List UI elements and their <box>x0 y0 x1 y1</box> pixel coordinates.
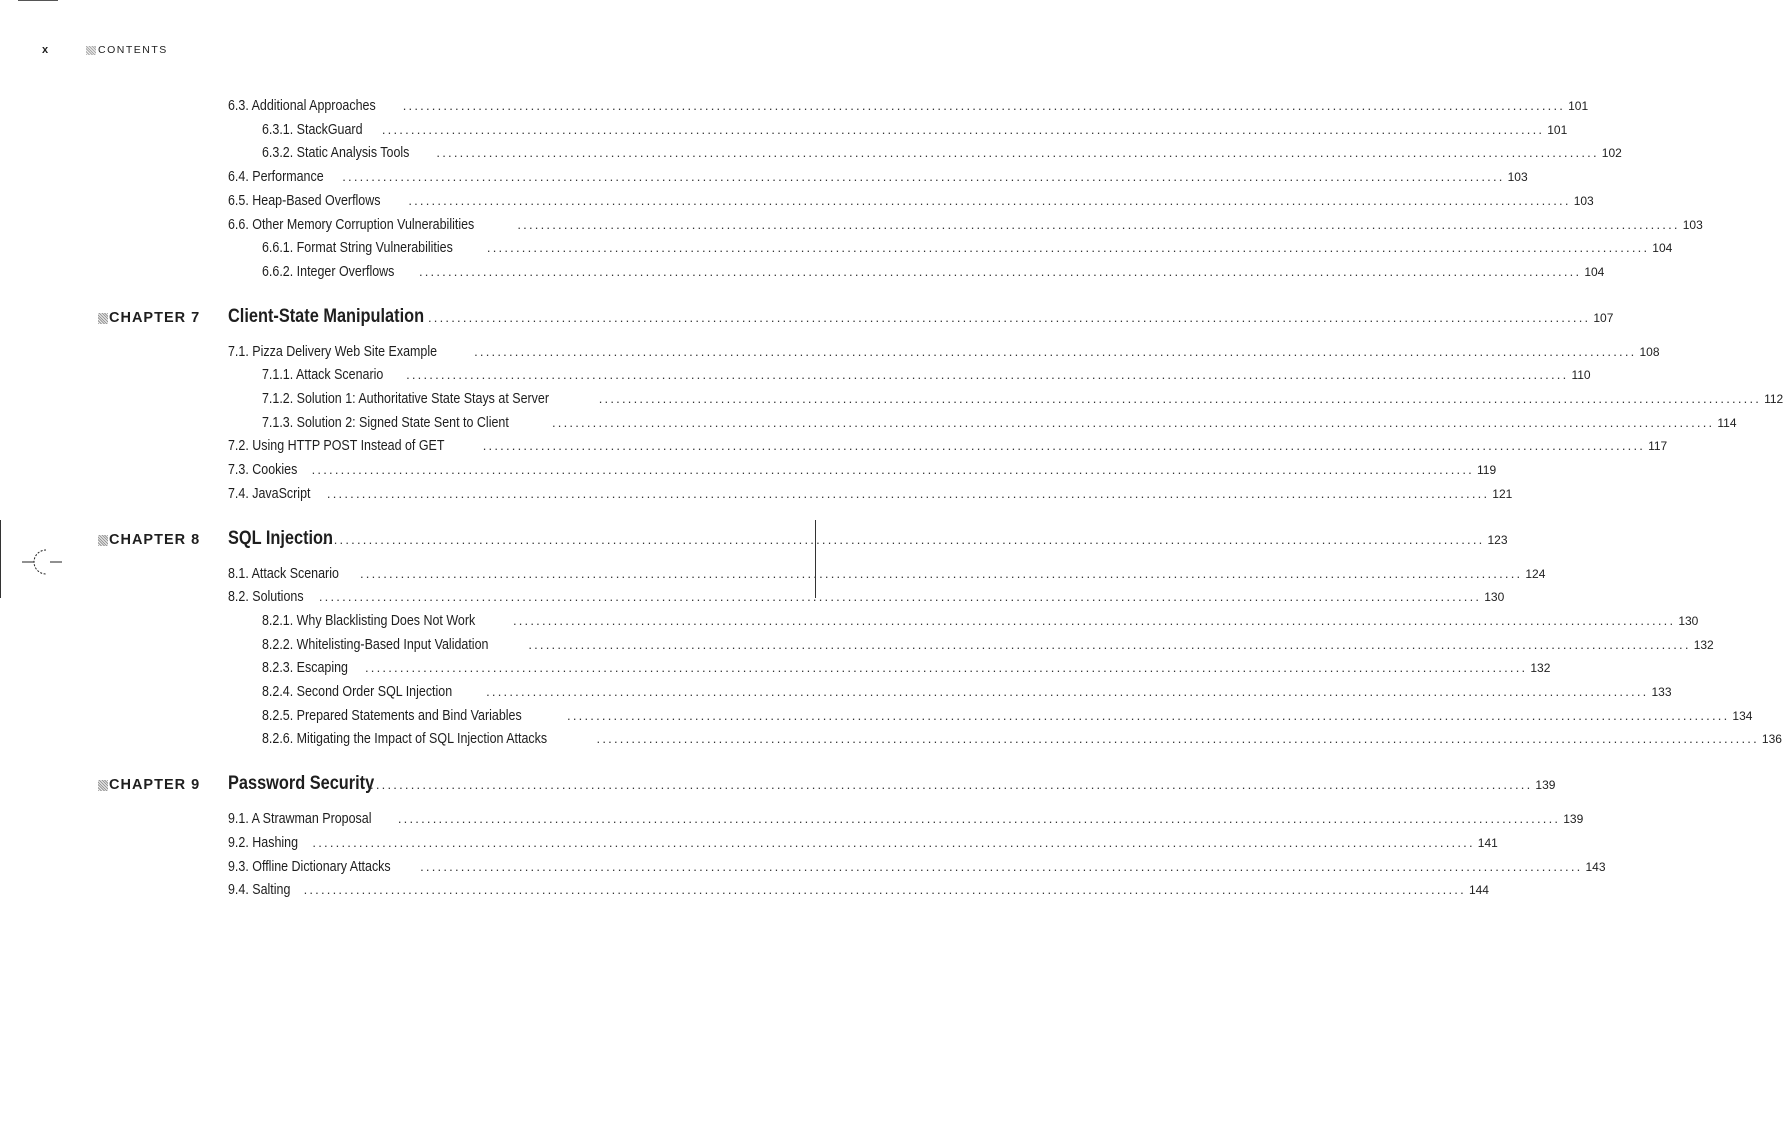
entry-title: 6.4. Performance <box>228 169 324 186</box>
entry-title: 8.2.5. Prepared Statements and Bind Variables <box>262 707 522 724</box>
toc-section-entry[interactable] <box>228 834 1498 855</box>
dot-leader: ........................................................................................................................................................................................................ <box>517 216 1680 232</box>
dot-leader: ........................................................................................................................................................................................................ <box>342 169 1505 185</box>
entry-title: 7.1. Pizza Delivery Web Site Example <box>228 343 438 360</box>
dot-leader: ........................................................................................................................................................................................................ <box>436 145 1599 161</box>
entry-title: 9.4. Salting <box>228 882 291 899</box>
entry-page-number: 101 <box>1547 122 1568 137</box>
entry-page-number: 108 <box>1639 344 1660 359</box>
entry-title: 6.5. Heap-Based Overflows <box>228 192 381 209</box>
entry-page-number: 132 <box>1530 661 1551 676</box>
entry-title: 7.4. JavaScript <box>228 485 311 502</box>
entry-page-number: 102 <box>1601 146 1622 161</box>
dot-leader: ........................................................................................................................................................................................................ <box>397 811 1561 827</box>
toc-section-entry[interactable] <box>228 438 1668 458</box>
entry-title: 6.3.1. StackGuard <box>262 121 363 138</box>
dot-leader: ........................................................................................................................................................................................................ <box>303 882 1466 898</box>
toc-section-entry[interactable] <box>228 169 1528 189</box>
chapter-page-number: 123 <box>1487 532 1508 547</box>
entry-title: 8.2.3. Escaping <box>262 660 348 677</box>
dot-leader: ........................................................................................................................................................................................................ <box>311 462 1474 478</box>
entry-title: 6.6. Other Memory Corruption Vulnerabilities <box>228 216 475 233</box>
dot-leader: ........................................................................................................................................................................................................ <box>359 565 1523 581</box>
dot-leader: ........................................................................................................................................................................................................ <box>381 121 1545 137</box>
dot-leader: ........................................................................................................................................................................................................ <box>474 343 1637 359</box>
entry-page-number: 104 <box>1584 264 1605 279</box>
dot-leader: ........................................................................................................................................................................................................ <box>528 636 1691 652</box>
entry-title: 6.6.2. Integer Overflows <box>262 263 395 280</box>
toc-subsection-entry[interactable] <box>262 145 1622 165</box>
entry-title: 7.3. Cookies <box>228 462 298 479</box>
chapter-line <box>228 305 1614 332</box>
chapter-heading[interactable] <box>98 527 1508 554</box>
entry-title: 8.2.1. Why Blacklisting Does Not Work <box>262 612 476 629</box>
dot-leader: ........................................................................................................................................................................................................ <box>596 731 1759 747</box>
entry-page-number: 101 <box>1568 99 1589 113</box>
entry-title: 6.6.1. Format String Vulnerabilities <box>262 240 453 257</box>
entry-page-number: 112 <box>1764 392 1783 406</box>
chapter-line <box>228 773 1556 799</box>
entry-title: 9.2. Hashing <box>228 834 299 851</box>
chapter-line <box>228 527 1508 554</box>
entry-page-number: 103 <box>1507 170 1528 185</box>
page-number: x <box>42 44 49 56</box>
dot-leader: ........................................................................................................................................................................................................ <box>406 367 1569 383</box>
entry-page-number: 134 <box>1732 708 1753 723</box>
dot-leader: ........................................................................................................................................................................................................ <box>326 485 1490 501</box>
toc-subsection-entry[interactable] <box>262 684 1672 704</box>
toc-subsection-entry[interactable] <box>262 367 1591 387</box>
entry-page-number: 103 <box>1682 217 1703 232</box>
chapter-title: Password Security <box>228 773 375 795</box>
chapter-page-number: 107 <box>1593 310 1614 325</box>
toc-subsection-entry[interactable] <box>262 240 1673 260</box>
toc-section-entry[interactable] <box>228 343 1660 364</box>
entry-page-number: 144 <box>1468 883 1489 898</box>
toc-section-entry[interactable] <box>228 192 1594 213</box>
chapter-heading[interactable] <box>98 305 1614 332</box>
chapter-label: CHAPTER 7 <box>109 309 201 326</box>
entry-title: 8.2.6. Mitigating the Impact of SQL Injection Attacks <box>262 731 548 748</box>
toc-section-entry[interactable] <box>228 882 1489 902</box>
dot-leader: ........................................................................................................................................................................................................ <box>370 777 1533 793</box>
chapter-page-number: 139 <box>1535 778 1556 793</box>
chapter-marker-icon <box>98 535 108 546</box>
entry-page-number: 124 <box>1525 566 1546 581</box>
entry-page-number: 143 <box>1585 859 1606 874</box>
dot-leader: ........................................................................................................................................................................................................ <box>402 98 1566 113</box>
dot-leader: ........................................................................................................................................................................................................ <box>322 531 1485 547</box>
dot-leader: ........................................................................................................................................................................................................ <box>418 263 1582 279</box>
entry-page-number: 110 <box>1571 368 1591 383</box>
entry-title: 9.3. Offline Dictionary Attacks <box>228 858 391 875</box>
toc-section-entry[interactable] <box>228 485 1513 506</box>
chapter-label: CHAPTER 8 <box>109 531 201 548</box>
entry-page-number: 119 <box>1476 463 1497 478</box>
dot-leader: ........................................................................................................................................................................................................ <box>551 414 1715 430</box>
toc-subsection-entry[interactable] <box>262 391 1783 411</box>
toc-section-entry[interactable] <box>228 216 1703 237</box>
entry-title: 7.2. Using HTTP POST Instead of GET <box>228 438 445 455</box>
dot-leader: ........................................................................................................................................................................................................ <box>318 589 1482 605</box>
toc-section-entry[interactable] <box>228 565 1546 586</box>
entry-page-number: 130 <box>1484 590 1505 605</box>
entry-title: 9.1. A Strawman Proposal <box>228 811 372 828</box>
toc-subsection-entry[interactable] <box>262 121 1568 142</box>
dot-leader: ........................................................................................................................................................................................................ <box>486 240 1650 256</box>
toc-subsection-entry[interactable] <box>262 707 1753 728</box>
dot-leader: ........................................................................................................................................................................................................ <box>598 391 1762 406</box>
entry-title: 6.3.2. Static Analysis Tools <box>262 145 410 162</box>
entry-page-number: 139 <box>1563 812 1584 827</box>
toc-subsection-entry[interactable] <box>262 414 1737 435</box>
toc-section-entry[interactable] <box>228 858 1606 879</box>
entry-title: 7.1.1. Attack Scenario <box>262 367 384 384</box>
entry-page-number: 136 <box>1761 732 1782 747</box>
entry-title: 7.1.2. Solution 1: Authoritative State Stays at Server <box>262 391 549 407</box>
entry-page-number: 130 <box>1678 613 1699 628</box>
entry-page-number: 104 <box>1652 241 1673 256</box>
dot-leader: ........................................................................................................................................................................................................ <box>408 192 1571 208</box>
toc-section-entry[interactable] <box>228 462 1497 482</box>
chapter-title: Client-State Manipulation <box>228 305 425 327</box>
entry-page-number: 132 <box>1693 637 1714 652</box>
toc-subsection-entry[interactable] <box>262 660 1551 680</box>
toc-section-entry[interactable] <box>228 589 1505 609</box>
toc-subsection-entry[interactable] <box>262 263 1605 284</box>
chapter-title: SQL Injection <box>228 527 334 549</box>
chapter-marker-icon <box>98 313 108 324</box>
entry-title: 8.2.2. Whitelisting-Based Input Validation <box>262 636 489 653</box>
entry-page-number: 103 <box>1573 193 1594 208</box>
chapter-label: CHAPTER 9 <box>109 777 201 794</box>
entry-page-number: 121 <box>1492 486 1513 501</box>
toc-section-entry[interactable] <box>228 98 1589 118</box>
entry-page-number: 133 <box>1651 685 1672 699</box>
entry-title: 8.1. Attack Scenario <box>228 565 339 582</box>
entry-page-number: 117 <box>1648 439 1668 454</box>
dot-leader: ........................................................................................................................................................................................................ <box>364 660 1528 676</box>
entry-title: 8.2. Solutions <box>228 589 304 606</box>
section-name: CONTENTS <box>98 44 168 56</box>
chapter-heading[interactable] <box>98 773 1556 799</box>
dot-leader: ........................................................................................................................................................................................................ <box>428 309 1591 325</box>
dot-leader: ........................................................................................................................................................................................................ <box>512 612 1676 628</box>
toc-subsection-entry[interactable] <box>262 612 1699 633</box>
toc-section-entry[interactable] <box>228 811 1584 831</box>
entry-title: 7.1.3. Solution 2: Signed State Sent to Client <box>262 414 509 431</box>
dot-leader: ........................................................................................................................................................................................................ <box>486 684 1649 699</box>
chapter-marker-icon <box>98 780 108 791</box>
entry-page-number: 141 <box>1477 835 1498 850</box>
dot-leader: ........................................................................................................................................................................................................ <box>482 438 1646 454</box>
dot-leader: ........................................................................................................................................................................................................ <box>567 707 1730 723</box>
dot-leader: ........................................................................................................................................................................................................ <box>420 858 1583 874</box>
toc-subsection-entry[interactable] <box>262 636 1714 657</box>
entry-page-number: 114 <box>1717 415 1737 430</box>
entry-title: 8.2.4. Second Order SQL Injection <box>262 684 453 700</box>
toc-subsection-entry[interactable] <box>262 731 1782 751</box>
dot-leader: ........................................................................................................................................................................................................ <box>312 834 1475 850</box>
entry-title: 6.3. Additional Approaches <box>228 98 376 114</box>
